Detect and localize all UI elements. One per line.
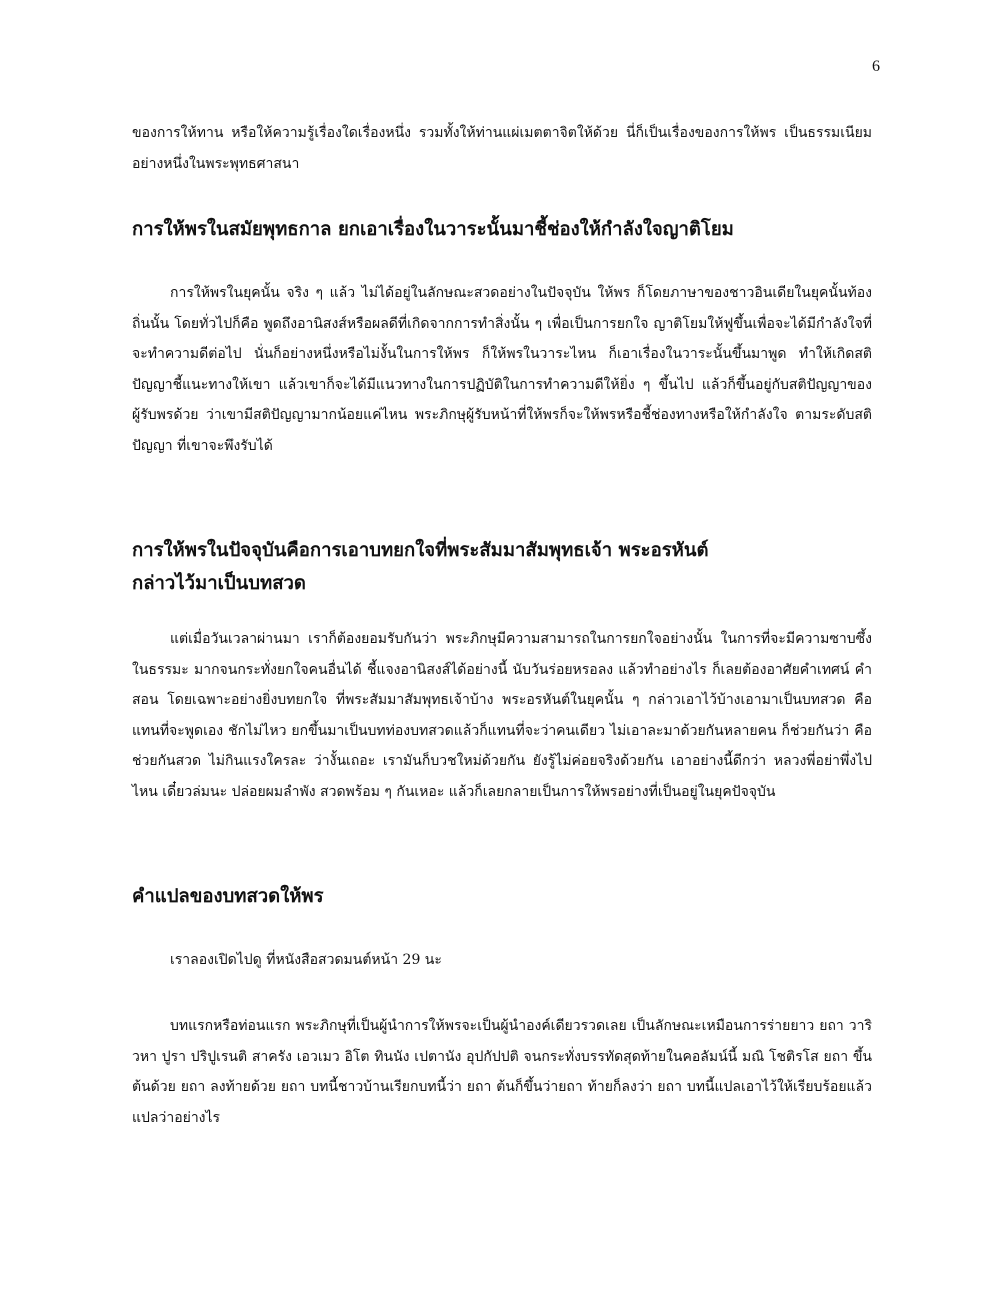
section3-heading: คำแปลของบทสวดให้พร — [132, 886, 324, 907]
section1-heading: การให้พรในสมัยพุทธกาล ยกเอาเรื่องในวาระนั้นมาชี้ช่องให้กำลังใจญาติโยม — [132, 219, 734, 240]
section2-paragraph: แต่เมื่อวันเวลาผ่านมา เราก็ต้องยอมรับกันว่า พระภิกษุมีความสามารถในการยกใจอย่างนั้น ในการที่จะมีความซาบซึ้งในธรรมะ มากจนกระทั่งยกใจคนอื่นได้ ชี้แจงอานิสงส์ได้อย่างนี้ นับวันร่อยหรอลง แล้วทำอย่างไร ก็เลยต้องอาศัยคำเทศน์ คำสอน โดยเฉพาะอย่างยิ่งบทยกใจ ที่พระสัมมาสัมพุทธเจ้าบ้าง พระอรหันต์ในยุคนั้น ๆ กล่าวเอาไว้บ้างเอามาเป็นบทสวด คือแทนที่จะพูดเอง ชักไม่ไหว ยกขึ้นมาเป็นบทท่องบทสวดแล้วก็แทนที่จะว่าคนเดียว ไม่เอาละมาด้วยกันหลายคน ก็ช่วยกันว่า คือช่วยกันสวด ไม่กินแรงใครละ ว่างั้นเถอะ เรามันก็บวชใหม่ด้วยกัน ยังรู้ไม่ค่อยจริงด้วยกัน เอาอย่างนี้ดีกว่า หลวงพี่อย่าพึ่งไปไหน เดี๋ยวล่มนะ ปล่อยผมลำพัง สวดพร้อม ๆ กันเหอะ แล้วก็เลยกลายเป็นการให้พรอย่างที่เป็นอยู่ในยุคปัจจุบัน — [132, 631, 872, 800]
section3-paragraph-1: เราลองเปิดไปดู ที่หนังสือสวดมนต์หน้า 29 นะ — [170, 952, 442, 968]
section2-heading-line2: กล่าวไว้มาเป็นบทสวด — [132, 573, 306, 594]
section2-heading-line1: การให้พรในปัจจุบันคือการเอาบทยกใจที่พระสัมมาสัมพุทธเจ้า พระอรหันต์ — [132, 540, 709, 561]
section3-paragraph-2: บทแรกหรือท่อนแรก พระภิกษุที่เป็นผู้นำการให้พรจะเป็นผู้นำองค์เดียวรวดเลย เป็นลักษณะเหมือนการร่ายยาว ยถา วาริวหา ปูรา ปริปูเรนติ สาครัง เอวเมว อิโต ทินนัง เปตานัง อุปกัปปติ จนกระทั่งบรรทัดสุดท้ายในคอลัมน์นี้ มณิ โชติรโส ยถา ขึ้นต้นด้วย ยถา ลงท้ายด้วย ยถา บทนี้ชาวบ้านเรียกบทนี้ว่า ยถา ต้นก็ขึ้นว่ายถา ท้ายก็ลงว่า ยถา บทนี้แปลเอาไว้ให้เรียบร้อยแล้ว แปลว่าอย่างไร — [132, 1018, 872, 1126]
section1-paragraph: การให้พรในยุคนั้น จริง ๆ แล้ว ไม่ได้อยู่ในลักษณะสวดอย่างในปัจจุบัน ให้พร ก็โดยภาษาของชาวอินเดียในยุคนั้นท้องถิ่นนั้น โดยทั่วไปก็คือ พูดถึงอานิสงส์หรือผลดีที่เกิดจากการทำสิ่งนั้น ๆ เพื่อเป็นการยกใจ ญาติโยมให้ฟูขึ้นเพื่อจะได้มีกำลังใจที่จะทำความดีต่อไป นั่นก็อย่างหนึ่งหรือไม่งั้นในการให้พร ก็ให้พรในวาระไหน ก็เอาเรื่องในวาระนั้นขึ้นมาพูด ทำให้เกิดสติปัญญาชี้แนะทางให้เขา แล้วเขาก็จะได้มีแนวทางในการปฏิบัติในการทำความดีให้ยิ่ง ๆ ขึ้นไป แล้วก็ขึ้นอยู่กับสติปัญญาของผู้รับพรด้วย ว่าเขามีสติปัญญามากน้อยแค่ไหน พระภิกษุผู้รับหน้าที่ให้พรก็จะให้พรหรือชี้ช่องทางหรือให้กำลังใจ ตามระดับสติปัญญา ที่เขาจะพึงรับได้ — [132, 285, 872, 454]
intro-paragraph: ของการให้ทาน หรือให้ความรู้เรื่องใดเรื่องหนึ่ง รวมทั้งให้ท่านแผ่เมตตาจิตให้ด้วย นี่ก็เป็นเรื่องของการให้พร เป็นธรรมเนียมอย่างหนึ่งในพระพุทธศาสนา — [132, 125, 872, 172]
page-number: 6 — [872, 58, 880, 75]
section2-heading — [132, 534, 872, 600]
